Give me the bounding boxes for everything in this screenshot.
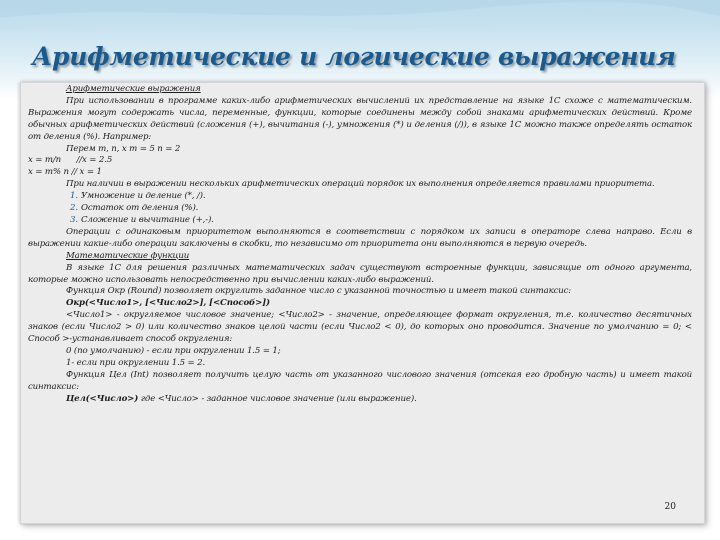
round-option-1: 1- если при округлении 1.5 = 2. [66, 357, 206, 368]
syntax-int-call: Цел(<Число>) [66, 393, 139, 404]
list-number: 1. [70, 191, 78, 202]
example-line-3: х = т% п // х = 1 [28, 167, 102, 178]
list-number: 2. [70, 203, 78, 214]
list-item [28, 191, 692, 203]
list-item [28, 215, 692, 227]
paragraph-same-priority: Операции с одинаковым приоритетом выполняются в соответствии с порядком их записи в операторе слева направо. Если в выражении какие-либо операции заключены в скобки, то независимо от приоритета они выполняются в первую очередь. [28, 226, 692, 249]
syntax-int [28, 394, 692, 406]
paragraph-round-function: Функция Окр (Round) позволяет округлить заданное число с указанной точностью и имеет такой синтаксис: [66, 286, 572, 297]
slide-title: Арифметические и логические выражения [32, 42, 676, 71]
header-wave-2 [0, 0, 720, 30]
section-heading-arithmetic: Арифметические выражения [66, 84, 201, 94]
section-heading-math-functions: Математические функции [66, 250, 190, 261]
page-number: 20 [664, 502, 676, 512]
round-option-0: 0 (по умолчанию) - если при округлении 1.5 = 1; [66, 345, 281, 356]
syntax-round: Окр(<Число1>, [<Число2>], [<Способ>]) [66, 298, 270, 309]
paragraph-int-function: Функция Цел (Int) позволяет получить целую часть от указанного числового значения (отсекая его дробную часть) и имеет такой синтаксис: [28, 369, 692, 392]
list-number: 3. [70, 214, 78, 225]
list-text: Умножение и деление (*, /). [81, 191, 206, 202]
paragraph-priority: При наличии в выражении нескольких арифметических операций порядок их выполнения определяется правилами приоритета. [66, 179, 655, 190]
list-item [28, 203, 692, 215]
list-text: Сложение и вычитание (+,-). [81, 214, 214, 225]
paragraph-builtin-functions: В языке 1С для решения различных математических задач существуют встроенные функции, зависящие от одного аргумента, которые можно использовать непосредственно при вычислении каких-либо выражений. [28, 262, 692, 285]
example-line-1: Перем т, п, х т = 5 п = 2 [66, 143, 181, 154]
slide-content [28, 84, 692, 405]
syntax-int-desc: где <Число> - заданное числовое значение (или выражение). [138, 393, 417, 404]
paragraph-round-args: <Число1> - округляемое числовое значение; <Число2> - значение, определяющее формат округления, т.е. количество десятичных знаков (если Число2 > 0) или количество знаков целой части (если Число2 < 0), до которых оно проводится. Значение по умолчанию = 0; < Способ >-устанавливает способ округления: [28, 310, 692, 345]
example-line-2: х = т/п //х = 2.5 [28, 155, 113, 166]
paragraph-intro: При использовании в программе каких-либо арифметических вычислений их представление на языке 1С схоже с математическим. Выражения могут содержать числа, переменные, функции, которые соединены между собой знаками арифметических действий. Кроме обычных арифметических действий (сложения (+), вычитания (-), умножения (*) и деления (/)), в языке 1С можно также определять остаток от деления (%). Например: [28, 95, 692, 142]
list-text: Остаток от деления (%). [81, 203, 199, 214]
